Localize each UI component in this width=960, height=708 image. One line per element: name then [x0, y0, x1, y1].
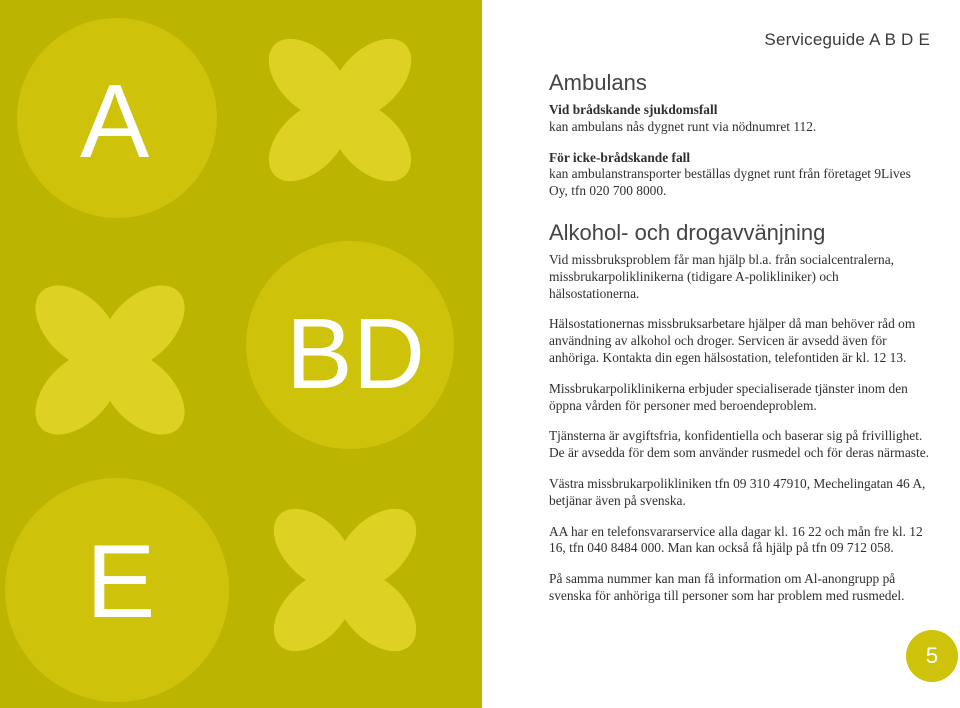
right-text-panel — [482, 0, 960, 708]
letter-e: E — [86, 524, 156, 640]
section-heading-ambulans: Ambulans — [549, 70, 647, 95]
page-header: Serviceguide A B D E — [764, 30, 930, 49]
paragraph: Västra missbrukarpolikliniken tfn 09 310 47910, Mechelingatan 46 A, betjänar även på svenska. — [549, 475, 926, 508]
paragraph: Missbrukarpoliklinikerna erbjuder specialiserade tjänster inom den öppna vården för personer med beroendeproblem. — [549, 380, 908, 413]
paragraph: Vid missbruksproblem får man hjälp bl.a. från socialcentralerna, missbrukarpoliklinikerna (tidigare A-polikliniker) och hälsostationerna. — [549, 251, 895, 301]
paragraph: AA har en telefonsvararservice alla dagar kl. 16 22 och mån fre kl. 12 16, tfn 040 8484 000. Man kan också få hjälp på tfn 09 712 058. — [549, 523, 923, 556]
paragraph — [549, 102, 931, 136]
letter-a: A — [80, 64, 150, 180]
paragraph-lead: Vid brådskande sjukdomsfall — [549, 102, 718, 117]
letter-bd: BD — [286, 298, 425, 410]
paragraph: På samma nummer kan man få information om Al-anongrupp på svenska för anhöriga till personer som har problem med rusmedel. — [549, 571, 905, 603]
paragraph-text: kan ambulans nås dygnet runt via nödnumret 112. — [549, 118, 817, 134]
paragraph: Tjänsterna är avgiftsfria, konfidentiella och baserar sig på frivillighet. De är avsedda för dem som använder rusmedel och för deras närmaste. — [549, 428, 929, 461]
section-heading-alkohol: Alkohol- och drogavvänjning — [549, 219, 826, 245]
paragraph: Hälsostationernas missbruksarbetare hjälper då man behöver råd om användning av alkohol och droger. Servicen är avsedd även för anhöriga. Kontakta din egen hälsostation, telefontiden är kl. 12 13. — [549, 316, 916, 365]
paragraph — [549, 150, 931, 200]
content-column — [549, 70, 931, 619]
paragraph-lead: För icke-brådskande fall — [549, 149, 691, 165]
paragraph-text: kan ambulanstransporter beställas dygnet runt från företaget 9Lives Oy, tfn 020 700 8000. — [549, 166, 911, 199]
page-number-badge: 5 — [906, 630, 958, 682]
